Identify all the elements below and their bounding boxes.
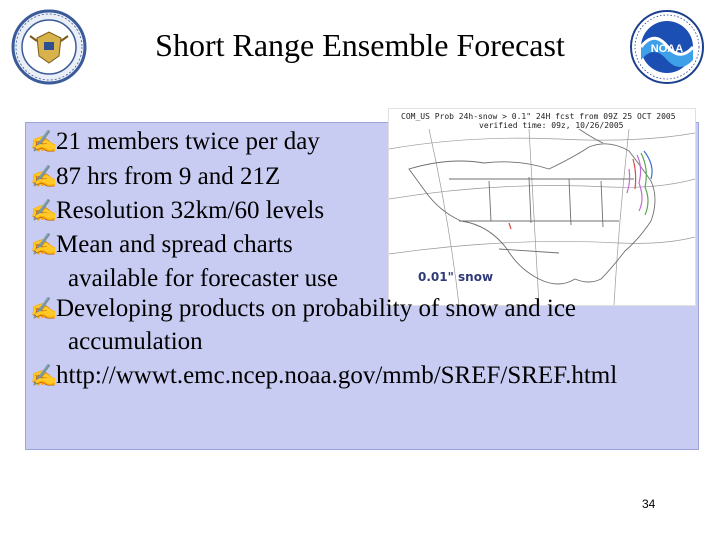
- bullet-text: 21 members twice per day: [56, 128, 320, 155]
- noaa-logo: [628, 8, 706, 86]
- bullet-text: 87 hrs from 9 and 21Z: [56, 163, 281, 190]
- page-title: Short Range Ensemble Forecast: [155, 27, 565, 63]
- bullet-charts-continuation: available for forecaster use: [68, 265, 338, 292]
- page-number: 34: [642, 497, 656, 511]
- bullet-text: Resolution 32km/60 levels: [56, 197, 325, 224]
- pen-icon: ✍: [30, 363, 58, 388]
- bullet-charts: [30, 230, 293, 260]
- pen-icon: ✍: [30, 198, 58, 223]
- pen-icon: ✍: [30, 232, 58, 257]
- map-caption-line-1: COM_US Prob 24h-snow > 0.1" 24H fcst from 09Z 25 OCT 2005: [401, 112, 676, 121]
- bullet-url: [30, 361, 617, 391]
- sref-link[interactable]: http://wwwt.emc.ncep.noaa.gov/mmb/SREF/SREF.html: [56, 362, 618, 389]
- map-caption-line-2: verified time: 09z, 10/26/2005: [479, 121, 624, 130]
- bullet-members: [30, 127, 320, 157]
- bullet-text: Developing products on probability of snow and ice: [56, 295, 577, 322]
- map-caption: [401, 112, 691, 130]
- snow-threshold-label: 0.01" snow: [418, 270, 494, 284]
- pen-icon: ✍: [30, 296, 58, 321]
- noaa-logo-text: NOAA: [650, 43, 684, 55]
- pen-icon: ✍: [30, 164, 58, 189]
- bullet-products-continuation: accumulation: [68, 328, 203, 355]
- bullet-hours: [30, 162, 280, 192]
- bullet-text: Mean and spread charts: [56, 231, 293, 258]
- bullet-resolution: [30, 196, 324, 226]
- pen-icon: ✍: [30, 129, 58, 154]
- bullet-products: [30, 294, 576, 324]
